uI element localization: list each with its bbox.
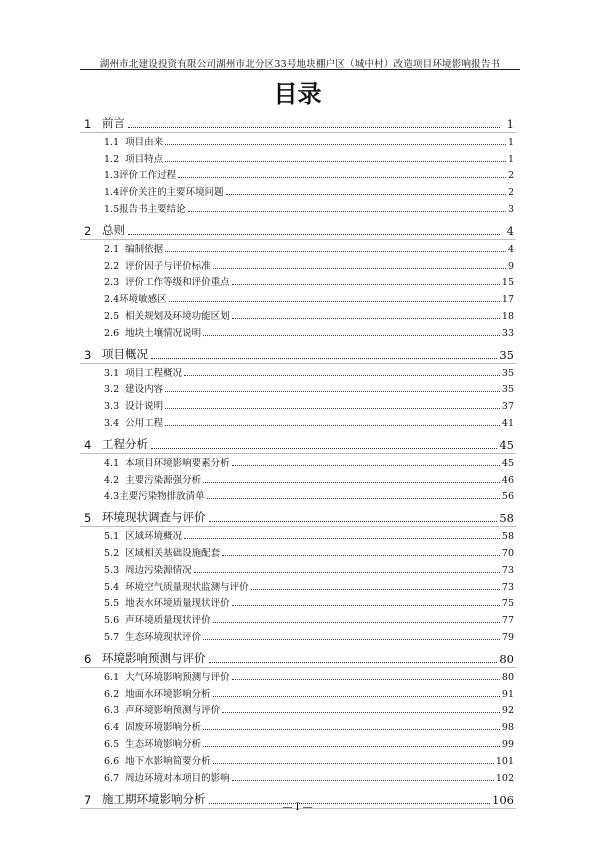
toc-dot-leader	[169, 301, 500, 302]
table-of-contents	[84, 108, 514, 807]
toc-section-number: 3.2	[104, 384, 120, 396]
toc-section-entry[interactable]	[84, 750, 514, 767]
toc-section-title: 评价工作过程	[119, 170, 177, 182]
toc-section-title: 项目工程概况	[125, 367, 183, 379]
toc-section-number: 5.2	[104, 547, 120, 559]
toc-section-entry[interactable]	[84, 733, 514, 750]
toc-dot-leader	[232, 284, 500, 285]
toc-chapter-title: 总则	[102, 222, 125, 237]
toc-section-number: 2.1	[104, 243, 120, 255]
toc-section-page: 79	[501, 631, 514, 643]
toc-section-page: 98	[501, 722, 514, 734]
toc-section-page: 15	[501, 277, 514, 289]
toc-section-entry[interactable]	[84, 576, 514, 593]
toc-section-title: 环境敏感区	[119, 294, 167, 306]
toc-section-number: 4.2	[104, 474, 120, 486]
toc-section-entry[interactable]	[84, 486, 514, 503]
toc-dot-leader	[165, 391, 500, 392]
toc-section-title: 设计说明	[125, 401, 164, 413]
toc-chapter-page: 80	[499, 651, 514, 666]
toc-chapter-page: 45	[499, 437, 514, 452]
toc-dot-leader	[213, 622, 500, 623]
toc-section-entry[interactable]	[84, 683, 514, 700]
toc-section-page: 2	[507, 170, 514, 182]
toc-dot-leader	[184, 375, 500, 376]
toc-section-page: 92	[501, 705, 514, 717]
toc-section-page: 3	[507, 203, 514, 215]
toc-section-number: 6.3	[104, 705, 120, 717]
toc-section-page: 33	[501, 327, 514, 339]
toc-section-number: 5.6	[104, 615, 120, 627]
toc-section-entry[interactable]	[84, 362, 514, 379]
toc-section-number: 1.3	[104, 170, 120, 182]
toc-dot-leader	[209, 662, 498, 663]
toc-section-entry[interactable]	[84, 288, 514, 305]
toc-dot-leader	[213, 696, 500, 697]
toc-section-number: 6.6	[104, 755, 120, 767]
toc-section-number: 3.1	[104, 367, 120, 379]
toc-section-title: 地块土壤情况说明	[125, 327, 202, 339]
toc-chapter-number: 7	[84, 792, 92, 807]
toc-section-page: 18	[501, 310, 514, 322]
toc-section-page: 1	[507, 136, 514, 148]
toc-dot-leader	[188, 211, 506, 212]
toc-section-number: 1.1	[104, 136, 120, 148]
toc-section-entry[interactable]	[84, 165, 514, 182]
toc-section-number: 4.1	[104, 457, 120, 469]
toc-section-number: 5.1	[104, 531, 120, 543]
toc-section-entry[interactable]	[84, 412, 514, 429]
toc-section-entry[interactable]	[84, 525, 514, 542]
toc-section-page: 1	[507, 153, 514, 165]
toc-section-page: 80	[501, 671, 514, 683]
toc-dot-leader	[222, 712, 500, 713]
toc-section-page: 35	[501, 384, 514, 396]
toc-dot-leader	[165, 425, 500, 426]
toc-section-number: 2.5	[104, 310, 120, 322]
toc-dot-leader	[203, 729, 500, 730]
toc-dot-leader	[222, 555, 500, 556]
toc-section-entry[interactable]	[84, 131, 514, 148]
toc-section-page: 45	[501, 457, 514, 469]
toc-dot-leader	[178, 177, 506, 178]
toc-section-page: 56	[501, 491, 514, 503]
toc-section-entry[interactable]	[84, 379, 514, 396]
toc-section-number: 3.4	[104, 417, 120, 429]
toc-section-entry[interactable]	[84, 198, 514, 215]
toc-chapter-entry[interactable]	[84, 339, 514, 362]
toc-section-entry[interactable]	[84, 395, 514, 412]
toc-chapter-entry[interactable]	[84, 429, 514, 452]
toc-chapter-title: 环境影响预测与评价	[102, 650, 206, 665]
toc-section-page: 77	[501, 615, 514, 627]
toc-dot-leader	[203, 335, 500, 336]
toc-section-page: 101	[495, 755, 514, 767]
toc-section-entry[interactable]	[84, 238, 514, 255]
header-rule	[80, 69, 520, 70]
toc-section-entry[interactable]	[84, 255, 514, 272]
toc-section-page: 46	[501, 474, 514, 486]
toc-chapter-entry[interactable]	[84, 502, 514, 525]
toc-chapter-page: 1	[506, 117, 514, 131]
toc-section-page: 91	[501, 688, 514, 700]
toc-section-title: 编制依据	[125, 243, 164, 255]
toc-section-title: 评价因子与评价标准	[125, 260, 211, 272]
toc-section-entry[interactable]	[84, 469, 514, 486]
toc-section-title: 地面水环境影响分析	[125, 688, 211, 700]
toc-section-entry[interactable]	[84, 272, 514, 289]
toc-dot-leader	[207, 498, 500, 499]
toc-dot-leader	[151, 448, 497, 449]
toc-dot-leader	[203, 639, 500, 640]
toc-section-entry[interactable]	[84, 305, 514, 322]
toc-section-number: 6.1	[104, 671, 120, 683]
toc-section-number: 6.4	[104, 722, 120, 734]
toc-section-page: 73	[501, 581, 514, 593]
toc-section-number: 1.5	[104, 203, 120, 215]
toc-section-number: 5.4	[104, 581, 120, 593]
toc-dot-leader	[165, 408, 500, 409]
toc-section-title: 评价关注的主要环境问题	[119, 187, 224, 199]
toc-dot-leader	[165, 251, 506, 252]
toc-section-page: 70	[501, 547, 514, 559]
toc-dot-leader	[165, 144, 506, 145]
toc-section-title: 本项目环境影响要素分析	[125, 457, 230, 469]
toc-section-page: 41	[501, 417, 514, 429]
toc-chapter-title: 工程分析	[102, 436, 148, 451]
toc-section-entry[interactable]	[84, 181, 514, 198]
toc-section-entry[interactable]	[84, 542, 514, 559]
toc-section-entry[interactable]	[84, 626, 514, 643]
toc-section-title: 周边污染源情况	[125, 564, 192, 576]
toc-section-title: 生态环境影响分析	[125, 738, 202, 750]
toc-chapter-entry[interactable]	[84, 643, 514, 666]
toc-chapter-entry[interactable]	[84, 215, 514, 238]
toc-section-title: 周边环境对本项目的影响	[125, 772, 230, 784]
toc-dot-leader	[165, 161, 506, 162]
toc-section-page: 37	[501, 401, 514, 413]
toc-chapter-title: 施工期环境影响分析	[102, 791, 206, 806]
toc-section-page: 58	[501, 531, 514, 543]
toc-chapter-number: 4	[84, 437, 92, 452]
toc-section-title: 建设内容	[125, 384, 164, 396]
toc-section-entry[interactable]	[84, 609, 514, 626]
toc-dot-leader	[213, 763, 494, 764]
toc-section-entry[interactable]	[84, 666, 514, 683]
title-char-left: 目	[273, 80, 298, 108]
toc-dot-leader	[128, 127, 500, 128]
toc-section-title: 地表水环境质量现状评价	[125, 598, 230, 610]
toc-section-number: 2.2	[104, 260, 120, 272]
title-char-right: 录	[297, 80, 322, 108]
toc-chapter-title: 项目概况	[102, 346, 148, 361]
toc-section-page: 4	[507, 243, 514, 255]
toc-section-entry[interactable]	[84, 593, 514, 610]
toc-section-title: 大气环境影响预测与评价	[125, 671, 230, 683]
toc-dot-leader	[194, 572, 500, 573]
toc-section-title: 评价工作等级和评价重点	[125, 277, 230, 289]
toc-section-page: 73	[501, 564, 514, 576]
toc-section-number: 5.5	[104, 598, 120, 610]
toc-chapter-number: 1	[84, 117, 92, 131]
toc-section-page: 102	[495, 772, 514, 784]
toc-section-number: 6.5	[104, 738, 120, 750]
toc-dot-leader	[128, 234, 500, 235]
toc-chapter-number: 3	[84, 347, 92, 362]
toc-section-entry[interactable]	[84, 767, 514, 784]
toc-section-title: 相关规划及环境功能区划	[125, 310, 230, 322]
toc-section-number: 6.2	[104, 688, 120, 700]
toc-section-number: 4.3	[104, 491, 120, 503]
toc-section-number: 2.3	[104, 277, 120, 289]
toc-dot-leader	[232, 605, 500, 606]
toc-section-title: 主要污染源强分析	[125, 474, 202, 486]
toc-section-title: 声环境影响预测与评价	[125, 705, 221, 717]
running-header: 湖州市北建设投资有限公司湖州市北分区33号地块棚户区（城中村）改造项目环境影响报告书	[99, 59, 501, 70]
toc-section-title: 项目特点	[125, 153, 164, 165]
page-number: — I —	[282, 802, 313, 813]
toc-dot-leader	[151, 358, 497, 359]
toc-section-title: 生态环境现状评价	[125, 631, 202, 643]
toc-section-number: 2.6	[104, 327, 120, 339]
toc-section-entry[interactable]	[84, 700, 514, 717]
toc-section-number: 2.4	[104, 294, 120, 306]
toc-section-title: 固废环境影响分析	[125, 722, 202, 734]
toc-section-number: 6.7	[104, 772, 120, 784]
toc-section-title: 项目由来	[125, 136, 164, 148]
toc-section-entry[interactable]	[84, 559, 514, 576]
toc-section-page: 17	[501, 294, 514, 306]
toc-section-entry[interactable]	[84, 452, 514, 469]
toc-dot-leader	[184, 538, 500, 539]
toc-section-entry[interactable]	[84, 322, 514, 339]
toc-dot-leader	[251, 589, 500, 590]
toc-section-title: 报告书主要结论	[119, 203, 186, 215]
toc-dot-leader	[232, 679, 500, 680]
toc-chapter-number: 5	[84, 511, 92, 526]
toc-chapter-number: 2	[84, 223, 92, 238]
toc-section-page: 35	[501, 367, 514, 379]
toc-section-number: 5.3	[104, 564, 120, 576]
toc-section-title: 声环境质量现状评价	[125, 615, 211, 627]
toc-section-title: 环境空气质量现状监测与评价	[125, 581, 249, 593]
toc-chapter-page: 4	[506, 223, 514, 238]
toc-dot-leader	[209, 521, 498, 522]
toc-chapter-title: 环境现状调查与评价	[102, 510, 206, 525]
toc-section-page: 9	[507, 260, 514, 272]
toc-dot-leader	[203, 746, 500, 747]
toc-section-title: 主要污染物排放清单	[119, 491, 205, 503]
toc-section-title: 公用工程	[125, 417, 164, 429]
toc-chapter-entry[interactable]	[84, 108, 514, 131]
toc-section-number: 5.7	[104, 631, 120, 643]
toc-section-number: 3.3	[104, 401, 120, 413]
toc-dot-leader	[203, 482, 500, 483]
toc-section-number: 1.2	[104, 153, 120, 165]
toc-section-entry[interactable]	[84, 716, 514, 733]
toc-chapter-page: 58	[499, 511, 514, 526]
toc-section-title: 地下水影响简要分析	[125, 755, 211, 767]
toc-chapter-page: 35	[499, 347, 514, 362]
page-title	[0, 74, 595, 109]
toc-section-title: 区域相关基础设施配套	[125, 547, 221, 559]
toc-section-page: 99	[501, 738, 514, 750]
toc-section-title: 区域环境概况	[125, 531, 183, 543]
toc-section-page: 75	[501, 598, 514, 610]
toc-chapter-number: 6	[84, 651, 92, 666]
toc-dot-leader	[232, 465, 500, 466]
toc-section-entry[interactable]	[84, 148, 514, 165]
toc-dot-leader	[226, 194, 506, 195]
toc-dot-leader	[232, 318, 500, 319]
toc-section-number: 1.4	[104, 187, 120, 199]
toc-chapter-title: 前言	[102, 116, 125, 130]
toc-dot-leader	[232, 780, 494, 781]
toc-chapter-page: 106	[492, 792, 514, 807]
toc-dot-leader	[213, 268, 506, 269]
toc-section-page: 2	[507, 187, 514, 199]
